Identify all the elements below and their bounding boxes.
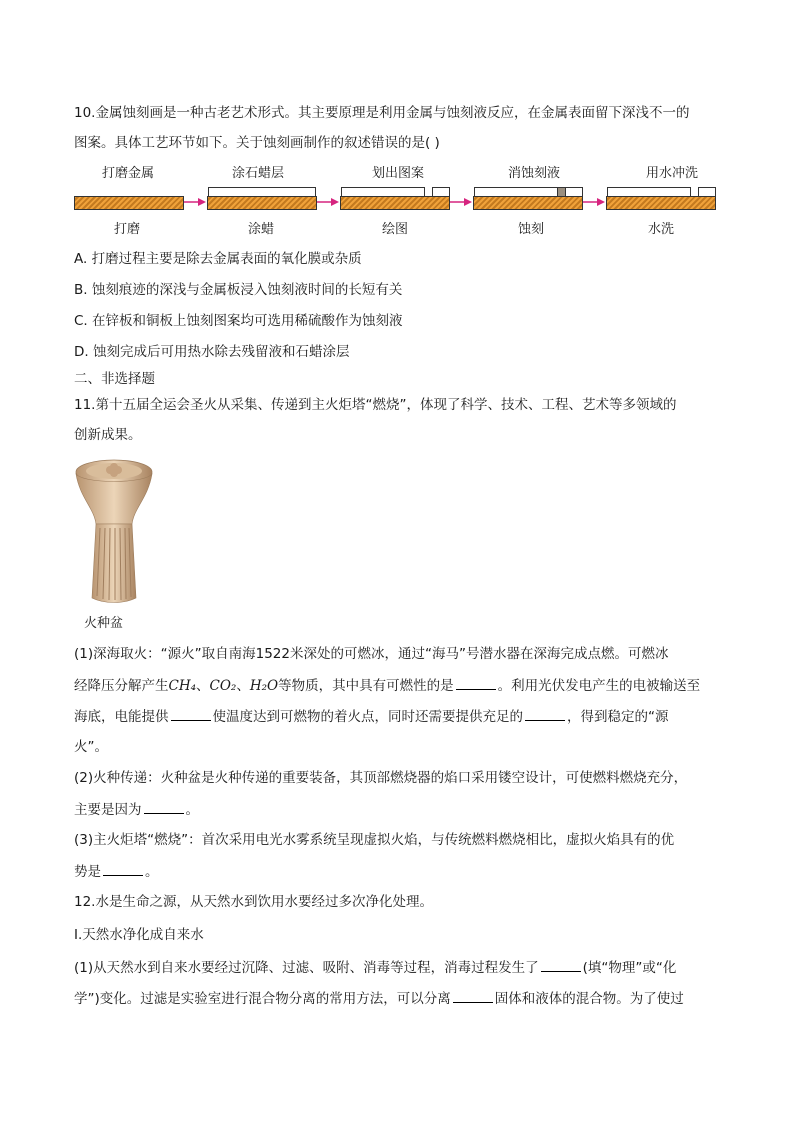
text: 、	[196, 678, 210, 694]
label-water-rinse: 用水冲洗	[646, 166, 699, 181]
answer-blank[interactable]	[171, 706, 211, 721]
q10-option-a: A. 打磨过程主要是除去金属表面的氧化膜或杂质	[74, 251, 362, 267]
q12-subheading: Ⅰ.天然水净化成自来水	[74, 927, 204, 943]
q11-part3-line2	[74, 861, 159, 882]
q11-part1-line3	[74, 706, 669, 727]
text: (1)从天然水到自来水要经过沉降、过滤、吸附、消毒等过程，消毒过程发生了	[74, 960, 539, 976]
formula-ch4: CH₄	[168, 678, 197, 694]
q10-option-d: D. 蚀刻完成后可用热水除去残留液和石蜡涂层	[74, 344, 350, 360]
q10-stem-line2: 图案。具体工艺环节如下。关于蚀刻画制作的叙述错误的是( )	[74, 135, 440, 151]
label-grind-metal: 打磨金属	[102, 166, 155, 181]
formula-h2o: H₂O	[249, 678, 279, 694]
q11-stem-line2: 创新成果。	[74, 427, 142, 443]
text: 固体和液体的混合物。为了使过	[494, 991, 684, 1007]
label-etch-liquid: 消蚀刻液	[508, 166, 561, 181]
q11-part1-line1: (1)深海取火：“源火”取自南海1522米深处的可燃冰，通过“海马”号潜水器在深海完成点燃。可燃冰	[74, 646, 669, 662]
answer-blank[interactable]	[144, 799, 184, 814]
q11-part1-line2	[74, 675, 700, 696]
section-heading: 二、非选择题	[74, 371, 155, 387]
stage-wax: 涂蜡	[248, 222, 275, 237]
metal-plate-2	[207, 196, 317, 210]
q11-part3-line1: (3)主火炬塔“燃烧”：首次采用电光水雾系统呈现虚拟火焰，与传统燃料燃烧相比，虚拟火焰具有的优	[74, 832, 675, 848]
text: 等物质，其中具有可燃性的是	[278, 678, 454, 694]
stage-grind: 打磨	[114, 222, 141, 237]
label-apply-wax: 涂石蜡层	[232, 166, 285, 181]
text: ，得到稳定的“源	[567, 709, 669, 725]
metal-plate-4	[473, 196, 583, 210]
fire-basin-image	[74, 458, 154, 606]
text: 经降压分解产生	[74, 678, 169, 694]
metal-plate-1	[74, 196, 184, 210]
arrow-icon	[583, 198, 605, 206]
text: 主要是因为	[74, 802, 142, 818]
answer-blank[interactable]	[453, 988, 493, 1003]
text: (填“物理”或“化	[582, 960, 677, 976]
q11-part2-line1: (2)火种传递：火种盆是火种传递的重要装备，其顶部燃烧器的焰口采用镂空设计，可使燃料燃烧充分，	[74, 770, 688, 786]
q11-stem-line1: 11.第十五届全运会圣火从采集、传递到主火炬塔“燃烧”，体现了科学、技术、工程、艺术等多领域的	[74, 397, 677, 413]
q12-part1-line2	[74, 988, 684, 1009]
answer-blank[interactable]	[103, 861, 143, 876]
text: 使温度达到可燃物的着火点，同时还需要提供充足的	[212, 709, 523, 725]
label-draw-pattern: 划出图案	[372, 166, 425, 181]
answer-blank[interactable]	[541, 957, 581, 972]
q12-part1-line1	[74, 957, 676, 978]
image-caption: 火种盆	[84, 616, 124, 631]
text: 势是	[74, 864, 101, 880]
arrow-icon	[184, 198, 206, 206]
text: 、	[236, 678, 250, 694]
arrow-icon	[317, 198, 339, 206]
text: 海底，电能提供	[74, 709, 169, 725]
answer-blank[interactable]	[525, 706, 565, 721]
text: 。	[185, 802, 199, 818]
q10-stem-line1: 10.金属蚀刻画是一种古老艺术形式。其主要原理是利用金属与蚀刻液反应，在金属表面留下深浅不一的	[74, 105, 690, 121]
formula-co2: CO₂	[209, 678, 237, 694]
q11-part1-line4: 火”。	[74, 739, 108, 755]
text: 。利用光伏发电产生的电被输送至	[497, 678, 701, 694]
q10-option-b: B. 蚀刻痕迹的深浅与金属板浸入蚀刻液时间的长短有关	[74, 282, 403, 298]
stage-etch: 蚀刻	[518, 222, 545, 237]
text: 。	[145, 864, 159, 880]
etching-process-diagram	[74, 160, 724, 240]
q12-stem: 12.水是生命之源，从天然水到饮用水要经过多次净化处理。	[74, 894, 433, 910]
metal-plate-5	[606, 196, 716, 210]
stage-rinse: 水洗	[648, 222, 675, 237]
q10-option-c: C. 在锌板和铜板上蚀刻图案均可选用稀硫酸作为蚀刻液	[74, 313, 403, 329]
answer-blank[interactable]	[456, 675, 496, 690]
arrow-icon	[450, 198, 472, 206]
metal-plate-3	[340, 196, 450, 210]
text: 学”)变化。过滤是实验室进行混合物分离的常用方法，可以分离	[74, 991, 451, 1007]
q11-part2-line2	[74, 799, 199, 820]
stage-draw: 绘图	[382, 222, 409, 237]
